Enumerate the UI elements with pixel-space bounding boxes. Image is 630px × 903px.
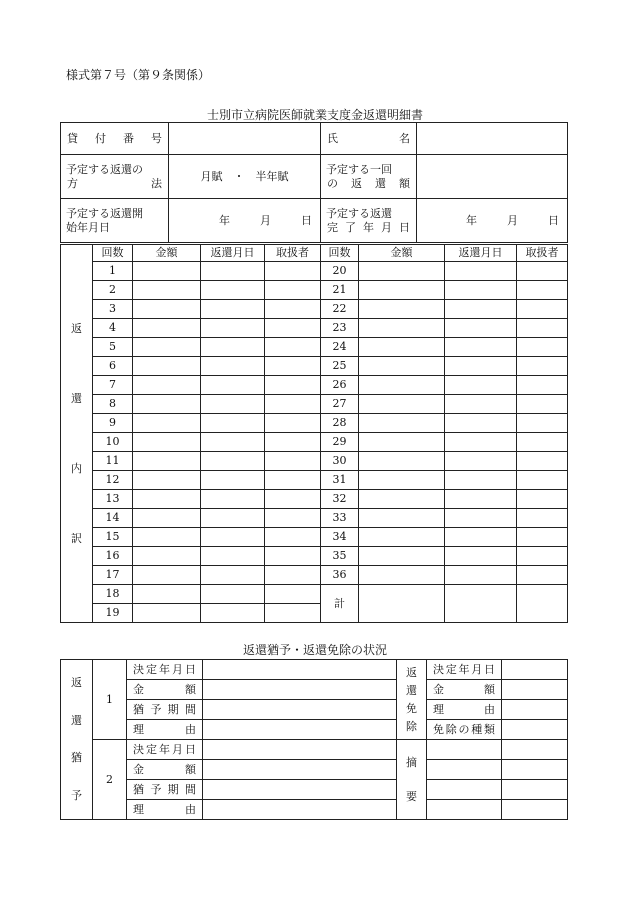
repayment-date-cell[interactable]	[445, 471, 517, 490]
remarks-cell[interactable]	[427, 800, 502, 820]
status-title: 返還猶予・返還免除の状況	[242, 643, 387, 657]
remarks-cell[interactable]	[502, 740, 568, 760]
remarks-cell[interactable]	[427, 780, 502, 800]
total-label: 計	[321, 585, 359, 623]
deferral-value-cell[interactable]	[203, 680, 397, 700]
name-label: 氏 名	[321, 123, 417, 155]
repayment-date-cell[interactable]	[201, 547, 265, 566]
handler-cell[interactable]	[517, 528, 568, 547]
remarks-cell[interactable]	[427, 760, 502, 780]
loan-number-label: 貸 付 番 号	[61, 123, 169, 155]
installment-count: 11	[93, 452, 133, 471]
exemption-row-label: 金 額	[427, 680, 502, 700]
installment-count: 6	[93, 357, 133, 376]
repayment-date-cell[interactable]	[201, 281, 265, 300]
deferral-value-cell[interactable]	[203, 780, 397, 800]
deferral-row-label: 決 定 年 月 日	[127, 740, 203, 760]
amount-cell[interactable]	[133, 376, 201, 395]
exemption-row-label: 決 定 年 月 日	[427, 660, 502, 680]
deferral-value-cell[interactable]	[203, 660, 397, 680]
installment-count: 24	[321, 338, 359, 357]
amount-cell[interactable]	[359, 547, 445, 566]
deferral-value-cell[interactable]	[203, 760, 397, 780]
amount-cell[interactable]	[133, 509, 201, 528]
amount-cell[interactable]	[133, 528, 201, 547]
handler-cell[interactable]	[517, 547, 568, 566]
repayment-date-cell[interactable]	[445, 528, 517, 547]
amount-cell[interactable]	[359, 262, 445, 281]
installment-amount-label: 予定する一回 の 返 還 額	[321, 155, 417, 199]
deferral-row-label: 理 由	[127, 720, 203, 740]
deferral-row-label: 金 額	[127, 680, 203, 700]
installment-count: 28	[321, 414, 359, 433]
handler-cell[interactable]	[265, 566, 321, 585]
header-table	[60, 122, 568, 243]
amount-cell[interactable]	[359, 509, 445, 528]
installment-count: 36	[321, 566, 359, 585]
deferral-row-label: 猶 予 期 間	[127, 700, 203, 720]
handler-cell[interactable]	[265, 547, 321, 566]
installment-count: 22	[321, 300, 359, 319]
end-date-label: 予定する返還 完 了 年 月 日	[321, 199, 417, 243]
repayment-date-cell[interactable]	[201, 604, 265, 623]
exemption-value-cell[interactable]	[502, 660, 568, 680]
handler-cell[interactable]	[517, 433, 568, 452]
repayment-date-cell[interactable]	[445, 433, 517, 452]
repayment-date-cell[interactable]	[445, 376, 517, 395]
exemption-value-cell[interactable]	[502, 720, 568, 740]
repayment-date-cell[interactable]	[201, 433, 265, 452]
installment-count: 16	[93, 547, 133, 566]
installment-count: 27	[321, 395, 359, 414]
repayment-date-cell[interactable]	[445, 414, 517, 433]
handler-cell[interactable]	[265, 281, 321, 300]
deferral-row-label: 金 額	[127, 760, 203, 780]
method-value[interactable]: 月賦 ・ 半年賦	[169, 155, 321, 199]
amount-cell[interactable]	[359, 395, 445, 414]
amount-cell[interactable]	[359, 414, 445, 433]
start-date-label: 予定する返還開 始年月日	[61, 199, 169, 243]
repayment-date-cell[interactable]	[201, 585, 265, 604]
name-field[interactable]	[417, 123, 568, 155]
repayment-date-cell[interactable]	[445, 509, 517, 528]
deferral-row-label: 決 定 年 月 日	[127, 660, 203, 680]
exemption-side-label: 返 還 免 除	[397, 660, 427, 740]
repayment-date-cell[interactable]	[201, 319, 265, 338]
repayment-date-cell[interactable]	[201, 414, 265, 433]
amount-cell[interactable]	[133, 300, 201, 319]
amount-cell[interactable]	[133, 262, 201, 281]
installment-count: 21	[321, 281, 359, 300]
amount-cell[interactable]	[133, 547, 201, 566]
installment-count: 15	[93, 528, 133, 547]
remarks-cell[interactable]	[502, 800, 568, 820]
amount-cell[interactable]	[359, 471, 445, 490]
amount-cell[interactable]	[133, 452, 201, 471]
exemption-value-cell[interactable]	[502, 680, 568, 700]
handler-cell[interactable]	[265, 490, 321, 509]
amount-cell[interactable]	[359, 319, 445, 338]
end-date-field[interactable]: 年 月 日	[417, 199, 568, 243]
method-label: 予定する返還の 方 法	[61, 155, 169, 199]
installment-count: 9	[93, 414, 133, 433]
installment-count: 20	[321, 262, 359, 281]
amount-cell[interactable]	[133, 433, 201, 452]
repayment-date-cell[interactable]	[445, 547, 517, 566]
handler-cell[interactable]	[265, 319, 321, 338]
repayment-date-cell[interactable]	[445, 566, 517, 585]
repayment-date-cell[interactable]	[201, 357, 265, 376]
handler-cell[interactable]	[517, 300, 568, 319]
handler-cell[interactable]	[517, 376, 568, 395]
amount-cell[interactable]	[133, 338, 201, 357]
document-title: 士別市立病院医師就業支度金返還明細書	[206, 108, 423, 122]
handler-cell[interactable]	[517, 281, 568, 300]
remarks-cell[interactable]	[502, 780, 568, 800]
installment-count: 18	[93, 585, 133, 604]
repayment-date-cell[interactable]	[445, 452, 517, 471]
amount-cell[interactable]	[359, 357, 445, 376]
amount-cell[interactable]	[359, 300, 445, 319]
handler-cell[interactable]	[265, 338, 321, 357]
handler-cell[interactable]	[265, 433, 321, 452]
handler-cell[interactable]	[517, 452, 568, 471]
handler-cell[interactable]	[265, 376, 321, 395]
exemption-row-label: 理 由	[427, 700, 502, 720]
installment-count: 25	[321, 357, 359, 376]
remarks-cell[interactable]	[502, 760, 568, 780]
repayment-date-cell[interactable]	[201, 528, 265, 547]
loan-number-field[interactable]	[169, 123, 321, 155]
amount-cell[interactable]	[133, 281, 201, 300]
deferral-row-label: 理 由	[127, 800, 203, 820]
exemption-value-cell[interactable]	[502, 700, 568, 720]
installment-count: 34	[321, 528, 359, 547]
repayment-date-cell[interactable]	[201, 262, 265, 281]
repayment-date-cell[interactable]	[201, 452, 265, 471]
amount-cell[interactable]	[359, 566, 445, 585]
handler-cell[interactable]	[265, 509, 321, 528]
total-date-cell[interactable]	[445, 585, 517, 623]
repayment-date-cell[interactable]	[445, 395, 517, 414]
repayment-date-cell[interactable]	[201, 300, 265, 319]
handler-cell[interactable]	[517, 566, 568, 585]
installment-count: 26	[321, 376, 359, 395]
repayment-date-cell[interactable]	[201, 395, 265, 414]
amount-cell[interactable]	[133, 357, 201, 376]
handler-cell[interactable]	[265, 262, 321, 281]
handler-cell[interactable]	[517, 338, 568, 357]
column-header: 返還月日	[445, 245, 517, 262]
remarks-cell[interactable]	[427, 740, 502, 760]
installment-count: 5	[93, 338, 133, 357]
repayment-date-cell[interactable]	[445, 300, 517, 319]
amount-cell[interactable]	[133, 319, 201, 338]
installment-count: 32	[321, 490, 359, 509]
handler-cell[interactable]	[517, 490, 568, 509]
column-header: 返還月日	[201, 245, 265, 262]
repayment-date-cell[interactable]	[445, 338, 517, 357]
installment-count: 12	[93, 471, 133, 490]
repayment-date-cell[interactable]	[445, 490, 517, 509]
column-header: 金額	[133, 245, 201, 262]
installment-count: 33	[321, 509, 359, 528]
handler-cell[interactable]	[265, 300, 321, 319]
installment-amount-field[interactable]	[417, 155, 568, 199]
repayment-breakdown-table	[60, 244, 568, 623]
amount-cell[interactable]	[359, 452, 445, 471]
handler-cell[interactable]	[265, 471, 321, 490]
installment-count: 29	[321, 433, 359, 452]
handler-cell[interactable]	[517, 414, 568, 433]
deferral-exemption-table	[60, 659, 568, 820]
repayment-date-cell[interactable]	[445, 262, 517, 281]
amount-cell[interactable]	[133, 471, 201, 490]
breakdown-side-label: 返 還 内 訳	[61, 245, 93, 623]
handler-cell[interactable]	[517, 509, 568, 528]
amount-cell[interactable]	[133, 395, 201, 414]
repayment-date-cell[interactable]	[201, 509, 265, 528]
repayment-date-cell[interactable]	[201, 566, 265, 585]
deferral-value-cell[interactable]	[203, 800, 397, 820]
amount-cell[interactable]	[359, 376, 445, 395]
installment-count: 7	[93, 376, 133, 395]
handler-cell[interactable]	[517, 262, 568, 281]
deferral-value-cell[interactable]	[203, 720, 397, 740]
column-header: 金額	[359, 245, 445, 262]
installment-count: 10	[93, 433, 133, 452]
handler-cell[interactable]	[517, 319, 568, 338]
handler-cell[interactable]	[265, 414, 321, 433]
handler-cell[interactable]	[265, 395, 321, 414]
deferral-side-label: 返 還 猶 予	[61, 660, 93, 820]
installment-count: 4	[93, 319, 133, 338]
amount-cell[interactable]	[359, 490, 445, 509]
deferral-group-number: 1	[93, 660, 127, 740]
handler-cell[interactable]	[517, 395, 568, 414]
installment-count: 35	[321, 547, 359, 566]
installment-count: 17	[93, 566, 133, 585]
amount-cell[interactable]	[133, 414, 201, 433]
repayment-date-cell[interactable]	[201, 338, 265, 357]
handler-cell[interactable]	[517, 357, 568, 376]
deferral-value-cell[interactable]	[203, 740, 397, 760]
amount-cell[interactable]	[359, 433, 445, 452]
deferral-value-cell[interactable]	[203, 700, 397, 720]
amount-cell[interactable]	[359, 338, 445, 357]
total-handler-cell[interactable]	[517, 585, 568, 623]
handler-cell[interactable]	[265, 452, 321, 471]
installment-count: 8	[93, 395, 133, 414]
column-header: 取扱者	[265, 245, 321, 262]
start-date-field[interactable]: 年 月 日	[169, 199, 321, 243]
repayment-date-cell[interactable]	[201, 376, 265, 395]
remarks-side-label: 摘 要	[397, 740, 427, 820]
amount-cell[interactable]	[359, 281, 445, 300]
amount-cell[interactable]	[359, 528, 445, 547]
exemption-row-label: 免 除 の 種 類	[427, 720, 502, 740]
installment-count: 1	[93, 262, 133, 281]
amount-cell[interactable]	[133, 604, 201, 623]
deferral-group-number: 2	[93, 740, 127, 820]
installment-count: 19	[93, 604, 133, 623]
handler-cell[interactable]	[517, 471, 568, 490]
handler-cell[interactable]	[265, 585, 321, 604]
installment-count: 2	[93, 281, 133, 300]
handler-cell[interactable]	[265, 357, 321, 376]
installment-count: 3	[93, 300, 133, 319]
repayment-date-cell[interactable]	[445, 319, 517, 338]
amount-cell[interactable]	[133, 566, 201, 585]
repayment-date-cell[interactable]	[201, 471, 265, 490]
column-header: 回数	[93, 245, 133, 262]
installment-count: 30	[321, 452, 359, 471]
handler-cell[interactable]	[265, 604, 321, 623]
installment-count: 13	[93, 490, 133, 509]
repayment-date-cell[interactable]	[445, 281, 517, 300]
column-header: 回数	[321, 245, 359, 262]
installment-count: 23	[321, 319, 359, 338]
amount-cell[interactable]	[133, 585, 201, 604]
installment-count: 14	[93, 509, 133, 528]
handler-cell[interactable]	[265, 528, 321, 547]
repayment-date-cell[interactable]	[445, 357, 517, 376]
repayment-date-cell[interactable]	[201, 490, 265, 509]
total-amount-cell[interactable]	[359, 585, 445, 623]
form-number: 様式第７号（第９条関係）	[66, 68, 211, 82]
installment-count: 31	[321, 471, 359, 490]
column-header: 取扱者	[517, 245, 568, 262]
amount-cell[interactable]	[133, 490, 201, 509]
deferral-row-label: 猶 予 期 間	[127, 780, 203, 800]
